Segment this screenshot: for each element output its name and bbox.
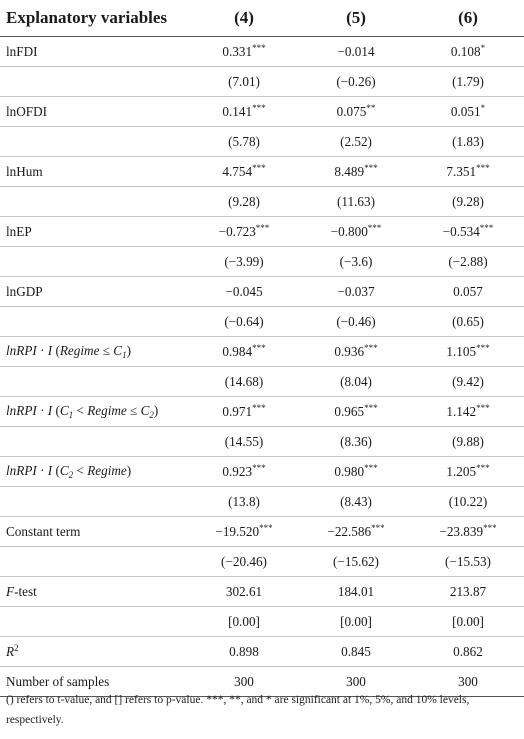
value-cell-model-6 <box>412 577 524 607</box>
value-cell-model-5 <box>300 307 412 337</box>
value-cell-model-4 <box>188 127 300 157</box>
coefficient-value: (−2.88) <box>448 253 488 269</box>
variable-label <box>0 187 188 217</box>
significance-stars: *** <box>476 462 490 473</box>
coefficient-value: 0.936 <box>334 343 365 359</box>
value-cell-model-5 <box>300 187 412 217</box>
significance-stars: *** <box>476 402 490 413</box>
value-cell-model-5 <box>300 487 412 517</box>
value-cell-model-4 <box>188 487 300 517</box>
coefficient-value: 7.351 <box>446 163 477 179</box>
table-row <box>0 307 524 337</box>
coefficient-value: 0.923 <box>222 463 253 479</box>
table-row <box>0 607 524 637</box>
coefficient-value: 8.489 <box>334 163 365 179</box>
variable-label: Constant term <box>0 517 188 547</box>
value-cell-model-4 <box>188 337 300 367</box>
coefficient-value: 0.331 <box>222 43 253 59</box>
table-header <box>0 0 524 37</box>
coefficient-value: [0.00] <box>340 613 372 629</box>
coefficient-value: 4.754 <box>222 163 253 179</box>
coefficient-value: 0.898 <box>229 643 259 659</box>
coefficient-value: −0.534 <box>442 223 480 239</box>
value-cell-model-6 <box>412 457 524 487</box>
value-cell-model-6 <box>412 187 524 217</box>
table-row <box>0 187 524 217</box>
coefficient-value: (−0.26) <box>336 73 376 89</box>
table-row <box>0 67 524 97</box>
value-cell-model-5 <box>300 547 412 577</box>
coefficient-value: 0.845 <box>341 643 371 659</box>
coefficient-value: −19.520 <box>215 523 260 539</box>
variable-label: lnFDI <box>6 43 38 59</box>
coefficient-value: (8.36) <box>340 433 372 449</box>
table-row <box>0 157 524 187</box>
significance-stars: *** <box>364 462 378 473</box>
value-cell-model-6 <box>412 427 524 457</box>
table-row <box>0 487 524 517</box>
variable-label: lnGDP <box>0 277 188 307</box>
value-cell-model-4 <box>188 247 300 277</box>
significance-stars: *** <box>367 222 382 233</box>
coefficient-value: (−0.46) <box>336 313 376 329</box>
coefficient-value: (2.52) <box>340 133 372 149</box>
significance-stars: *** <box>255 222 270 233</box>
table-row <box>0 427 524 457</box>
value-cell-model-5 <box>300 637 412 667</box>
coefficient-value: 300 <box>458 673 478 689</box>
coefficient-value: 0.051 <box>450 103 481 119</box>
coefficient-value: (8.43) <box>340 493 372 509</box>
value-cell-model-4 <box>188 607 300 637</box>
coefficient-value: (13.8) <box>228 493 260 509</box>
table-footnote: () refers to t-value, and [] refers to p-value. ***, **, and * are significant at 1%, 5%, and 10% levels, respectively. <box>6 694 470 726</box>
significance-stars: *** <box>252 102 266 113</box>
table-body <box>0 37 524 697</box>
value-cell-model-4 <box>188 67 300 97</box>
coefficient-value: 0.057 <box>453 283 483 299</box>
header-row <box>0 0 524 37</box>
significance-stars: *** <box>252 162 266 173</box>
significance-stars: * <box>480 42 486 53</box>
value-cell-model-6 <box>412 307 524 337</box>
value-cell-model-4 <box>188 277 300 307</box>
coefficient-value: (−3.6) <box>339 253 373 269</box>
coefficient-value: 1.142 <box>446 403 477 419</box>
coefficient-value: (11.63) <box>337 193 375 209</box>
coefficient-value: (0.65) <box>452 313 484 329</box>
coefficient-value: 300 <box>234 673 254 689</box>
coefficient-value: (14.55) <box>224 433 264 449</box>
value-cell-model-4 <box>188 397 300 427</box>
header-model-5: (5) <box>300 0 412 37</box>
value-cell-model-6 <box>412 157 524 187</box>
significance-stars: *** <box>252 402 266 413</box>
significance-stars: *** <box>364 162 378 173</box>
variable-label <box>0 487 188 517</box>
table-row <box>0 547 524 577</box>
variable-label: lnEP <box>0 217 188 247</box>
coefficient-value: 0.075 <box>336 103 367 119</box>
value-cell-model-5 <box>300 97 412 127</box>
significance-stars: *** <box>364 342 378 353</box>
table-row <box>0 277 524 307</box>
table-row <box>0 127 524 157</box>
header-explanatory-variables: Explanatory variables <box>0 0 188 37</box>
variable-label: F-test <box>0 577 188 607</box>
value-cell-model-4 <box>188 157 300 187</box>
significance-stars: *** <box>479 222 494 233</box>
value-cell-model-4 <box>188 307 300 337</box>
value-cell-model-4 <box>188 547 300 577</box>
significance-stars: ** <box>366 102 376 113</box>
coefficient-value: 184.01 <box>337 583 375 599</box>
significance-stars: *** <box>476 342 490 353</box>
coefficient-value: (9.88) <box>452 433 484 449</box>
value-cell-model-5 <box>300 517 412 547</box>
value-cell-model-4 <box>188 457 300 487</box>
value-cell-model-6 <box>412 217 524 247</box>
value-cell-model-6 <box>412 517 524 547</box>
table-row <box>0 337 524 367</box>
header-model-6: (6) <box>412 0 524 37</box>
value-cell-model-6 <box>412 277 524 307</box>
value-cell-model-5 <box>300 247 412 277</box>
table-row <box>0 397 524 427</box>
coefficient-value: −0.723 <box>218 223 256 239</box>
value-cell-model-4 <box>188 187 300 217</box>
value-cell-model-6 <box>412 547 524 577</box>
value-cell-model-4 <box>188 427 300 457</box>
value-cell-model-6 <box>412 247 524 277</box>
coefficient-value: (1.79) <box>452 73 484 89</box>
value-cell-model-5 <box>300 157 412 187</box>
coefficient-value: (−15.62) <box>333 553 379 569</box>
value-cell-model-5 <box>300 607 412 637</box>
coefficient-value: (−15.53) <box>445 553 491 569</box>
significance-stars: *** <box>252 342 266 353</box>
table-row <box>0 217 524 247</box>
coefficient-value: −0.045 <box>225 283 263 299</box>
value-cell-model-4 <box>188 37 300 67</box>
value-cell-model-6 <box>412 637 524 667</box>
coefficient-value: 0.862 <box>453 643 483 659</box>
variable-label <box>0 127 188 157</box>
value-cell-model-6 <box>412 97 524 127</box>
coefficient-value: (7.01) <box>228 73 260 89</box>
variable-label <box>0 427 188 457</box>
significance-stars: *** <box>252 462 266 473</box>
coefficient-value: 1.205 <box>446 463 477 479</box>
value-cell-model-6 <box>412 487 524 517</box>
value-cell-model-5 <box>300 217 412 247</box>
coefficient-value: 0.984 <box>222 343 253 359</box>
variable-label: lnHum <box>0 157 188 187</box>
table-row <box>0 457 524 487</box>
value-cell-model-6 <box>412 367 524 397</box>
value-cell-model-5 <box>300 367 412 397</box>
significance-stars: *** <box>483 522 497 533</box>
significance-stars: * <box>480 102 486 113</box>
coefficient-value: 302.61 <box>225 583 263 599</box>
variable-label <box>0 67 188 97</box>
coefficient-value: 0.141 <box>222 103 253 119</box>
value-cell-model-5 <box>300 337 412 367</box>
value-cell-model-5 <box>300 457 412 487</box>
table-row <box>0 367 524 397</box>
coefficient-value: [0.00] <box>452 613 484 629</box>
value-cell-model-5 <box>300 127 412 157</box>
significance-stars: *** <box>371 522 385 533</box>
coefficient-value: (8.04) <box>340 373 372 389</box>
table-row <box>0 247 524 277</box>
table-row <box>0 517 524 547</box>
value-cell-model-5 <box>300 277 412 307</box>
variable-label <box>0 607 188 637</box>
value-cell-model-6 <box>412 67 524 97</box>
variable-label <box>0 247 188 277</box>
value-cell-model-4 <box>188 577 300 607</box>
coefficient-value: (10.22) <box>448 493 488 509</box>
value-cell-model-4 <box>188 367 300 397</box>
coefficient-value: 0.965 <box>334 403 365 419</box>
coefficient-value: −0.037 <box>337 283 375 299</box>
value-cell-model-4 <box>188 97 300 127</box>
coefficient-value: (−3.99) <box>224 253 264 269</box>
value-cell-model-6 <box>412 397 524 427</box>
coefficient-value: 1.105 <box>446 343 477 359</box>
value-cell-model-4 <box>188 637 300 667</box>
coefficient-value: (14.68) <box>224 373 264 389</box>
table-row <box>0 637 524 667</box>
variable-label: lnOFDI <box>0 97 188 127</box>
significance-stars: *** <box>476 162 490 173</box>
value-cell-model-6 <box>412 127 524 157</box>
variable-label: lnRPI · I (Regime ≤ $C_1$) <box>0 337 188 367</box>
coefficient-value: 300 <box>346 673 366 689</box>
coefficient-value: (9.28) <box>452 193 484 209</box>
value-cell-model-5 <box>300 67 412 97</box>
coefficient-value: 0.971 <box>222 403 253 419</box>
significance-stars: *** <box>364 402 378 413</box>
coefficient-value: −0.800 <box>330 223 368 239</box>
coefficient-value: 0.980 <box>334 463 365 479</box>
variable-label <box>0 367 188 397</box>
value-cell-model-6 <box>412 607 524 637</box>
variable-label <box>0 547 188 577</box>
coefficient-value: −0.014 <box>337 43 375 59</box>
value-cell-model-5 <box>300 397 412 427</box>
table-row <box>0 577 524 607</box>
variable-label: lnRPI · I ($C_1$ < Regime ≤ $C_2$) <box>0 397 188 427</box>
value-cell-model-5 <box>300 577 412 607</box>
significance-stars: *** <box>259 522 273 533</box>
coefficient-value: (9.42) <box>452 373 484 389</box>
value-cell-model-4 <box>188 517 300 547</box>
coefficient-value: (5.78) <box>228 133 260 149</box>
value-cell-model-4 <box>188 217 300 247</box>
value-cell-model-6 <box>412 337 524 367</box>
value-cell-model-5 <box>300 427 412 457</box>
variable-label <box>0 307 188 337</box>
coefficient-value: 0.108 <box>450 43 481 59</box>
variable-label: lnRPI · I ($C_2$ < Regime) <box>0 457 188 487</box>
coefficient-value: 213.87 <box>449 583 487 599</box>
coefficient-value: [0.00] <box>228 613 260 629</box>
value-cell-model-6 <box>412 37 524 67</box>
coefficient-value: (1.83) <box>452 133 484 149</box>
header-model-4: (4) <box>188 0 300 37</box>
coefficient-value: −22.586 <box>327 523 372 539</box>
variable-label: $R^2$ <box>0 637 188 667</box>
value-cell-model-5 <box>300 37 412 67</box>
coefficient-value: (−0.64) <box>224 313 264 329</box>
coefficient-value: −23.839 <box>439 523 484 539</box>
table-row <box>0 37 524 67</box>
coefficient-value: (9.28) <box>228 193 260 209</box>
variable-label: Number of samples <box>0 667 188 697</box>
coefficient-value: (−20.46) <box>221 553 267 569</box>
table-row <box>0 97 524 127</box>
significance-stars: *** <box>252 42 266 53</box>
